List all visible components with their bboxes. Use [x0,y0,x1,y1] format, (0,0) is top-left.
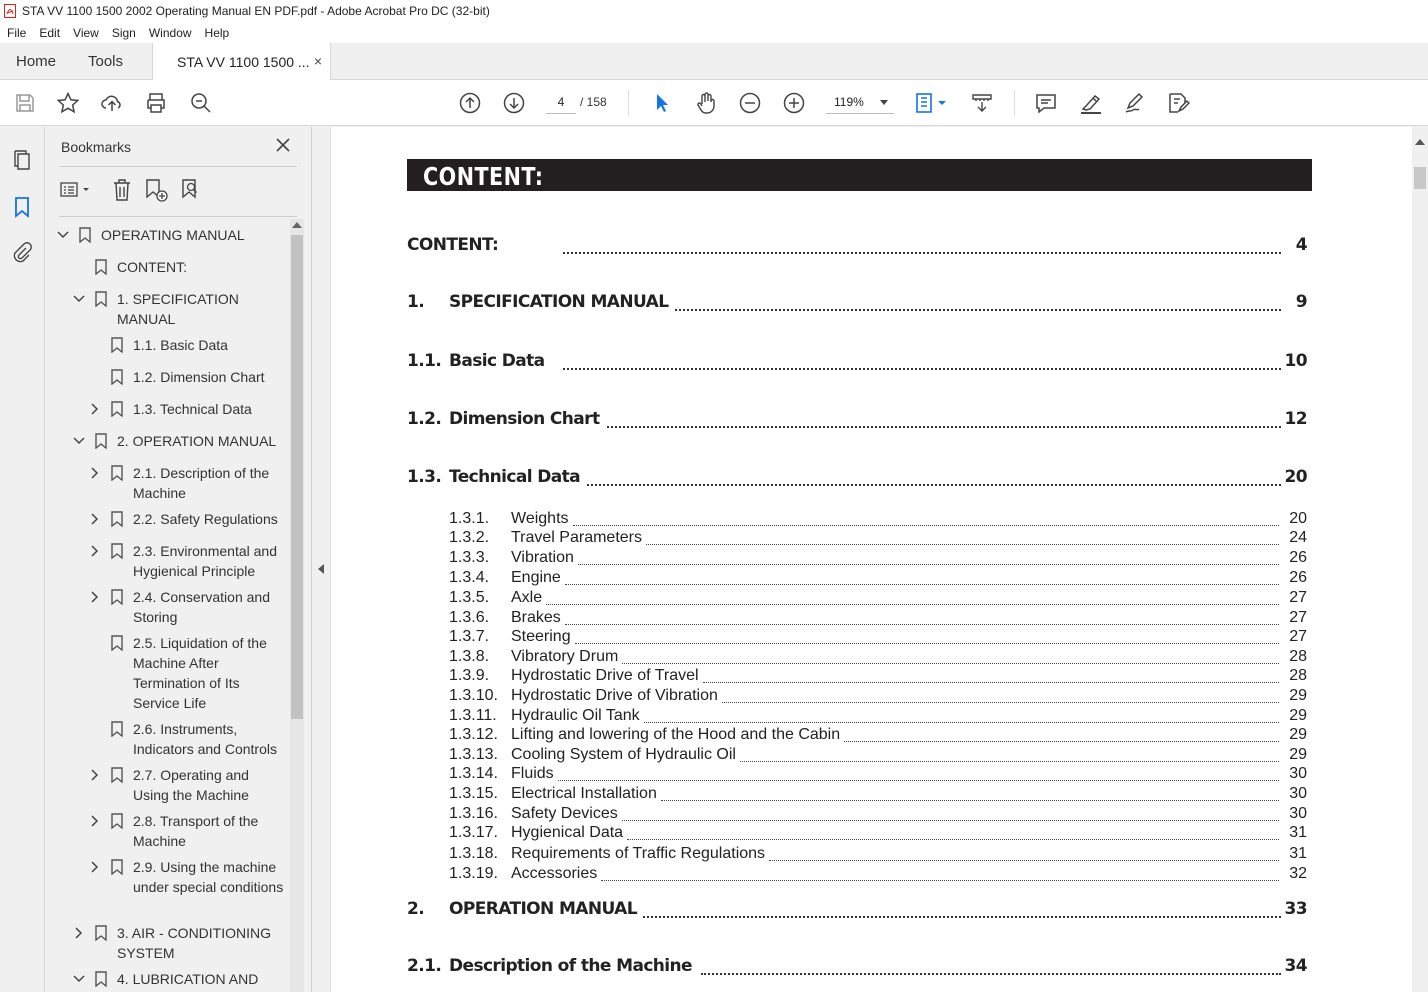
toc-number: 2.1. [407,956,442,976]
toc-title: Vibratory Drum [511,648,621,666]
toc-row[interactable] [407,845,1307,865]
document-view[interactable] [330,127,1412,992]
chevron-right-icon[interactable] [73,923,85,943]
bookmark-label: 4. LUBRICATION AND [117,971,259,987]
toc-number: 1.3.8. [449,648,490,665]
chevron-down-icon[interactable] [57,225,69,245]
bookmark-flag-icon [111,859,123,875]
star-icon[interactable] [56,91,80,115]
toc-title: Electrical Installation [511,785,660,803]
chevron-right-icon[interactable] [89,765,101,785]
toc-row[interactable] [407,569,1307,589]
toc-title: Hygienical Data [511,824,626,842]
bookmarks-icon[interactable] [10,195,34,219]
chevron-down-icon[interactable] [73,969,85,989]
toc-title: Engine [511,569,564,587]
toc-leader-dots [740,760,1279,762]
toc-row[interactable] [407,549,1307,569]
toc-number: 1.3.17. [449,824,498,841]
comment-icon[interactable] [1034,91,1058,115]
toc-number: 1.3.15. [449,785,498,802]
toc-page-number: 29 [1285,726,1307,744]
toc-page-number: 30 [1285,765,1307,783]
divider [59,166,297,167]
toc-page-number: 28 [1285,667,1307,685]
page-down-icon[interactable] [502,91,526,115]
new-bookmark-icon[interactable] [143,177,169,203]
bookmark-item[interactable] [45,633,290,711]
toc-leader-dots [565,623,1279,625]
bookmark-flag-icon [111,589,123,605]
toc-row[interactable] [407,609,1307,629]
toc-leader-dots [601,879,1279,881]
toc-title: Cooling System of Hydraulic Oil [511,746,739,764]
scrollbar-thumb[interactable] [291,235,303,719]
bookmark-label: 1.3. Technical Data [133,401,252,417]
page-fit-icon[interactable] [914,91,948,115]
select-arrow-icon[interactable] [650,91,674,115]
collapse-panel-icon[interactable] [318,564,324,574]
toc-leader-dots [644,721,1279,723]
save-icon[interactable] [13,91,37,115]
chevron-down-icon[interactable] [73,289,85,309]
bookmark-item[interactable] [45,969,290,992]
bookmark-label: 3. AIR - CONDITIONING SYSTEM [117,925,272,961]
menu-sign[interactable]: Sign [111,25,136,40]
toc-page-number: 34 [1281,956,1307,976]
toc-title: Vibration [511,549,577,567]
toc-number: 1.3.7. [449,628,490,645]
toc-title: Lifting and lowering of the Hood and the Cabin [511,726,843,744]
menu-edit[interactable]: Edit [39,25,61,40]
page-total: / 158 [580,95,607,109]
toc-leader-dots [627,838,1279,840]
toc-number: 1.3. [407,467,442,487]
toc-row[interactable] [407,589,1307,609]
toc-leader-dots [675,309,1281,311]
toc-row[interactable] [407,824,1307,844]
toc-page-number: 4 [1292,235,1307,255]
chevron-right-icon[interactable] [89,857,101,877]
toc-number: 1.3.11. [449,707,497,724]
window-title: STA VV 1100 1500 2002 Operating Manual EN PDF.pdf - Adobe Acrobat Pro DC (32-bit) [22,4,490,18]
chevron-right-icon[interactable] [89,587,101,607]
toc-title: Description of the Machine [449,956,692,976]
bookmark-flag-icon [95,925,107,941]
bookmark-flag-icon [111,511,123,527]
toc-row[interactable] [407,726,1307,746]
bookmark-flag-icon [95,259,107,275]
bookmark-flag-icon [111,813,123,829]
toc-leader-dots [646,543,1279,545]
toc-leader-dots [701,973,1281,975]
toc-leader-dots [546,603,1279,605]
bookmark-label: 2.6. Instruments, Indicators and Controls [133,721,277,757]
bookmark-label: 2.9. Using the machine under special conditions [133,859,284,895]
toc-leader-dots [575,642,1279,644]
toc-page-number: 26 [1285,549,1307,567]
bookmark-item[interactable] [45,923,290,969]
chevron-down-icon [880,100,888,105]
toc-title: Weights [511,510,572,528]
toc-title: OPERATION MANUAL [449,899,637,919]
content-heading-bar [407,159,1312,191]
toc-page-number: 29 [1285,707,1307,725]
toc-title: Dimension Chart [449,409,600,429]
bookmark-item[interactable] [45,719,290,765]
zoom-search-icon[interactable] [189,91,213,115]
toc-title: Steering [511,628,574,646]
menu-bar [0,22,1428,43]
toc-page-number: 27 [1285,609,1307,627]
toc-page-number: 30 [1285,805,1307,823]
scroll-up-icon[interactable] [1415,139,1425,145]
toc-number: 1.3.1. [449,510,490,527]
toc-title: Basic Data [449,351,545,371]
toc-number: 1.3.9. [449,667,490,684]
toc-row[interactable] [407,805,1307,825]
toc-title: Fluids [511,765,557,783]
toc-leader-dots [844,740,1279,742]
toc-title: Requirements of Traffic Regulations [511,845,768,863]
zoom-out-icon[interactable] [738,91,762,115]
toc-number: CONTENT: [407,235,499,255]
toc-row[interactable] [407,409,1307,433]
toc-leader-dots [769,859,1279,861]
chevron-right-icon[interactable] [89,399,101,419]
upload-icon[interactable] [100,91,124,115]
bookmark-flag-icon [95,433,107,449]
toc-page-number: 28 [1285,648,1307,666]
toolbar-divider [1014,90,1015,116]
tab-bar [0,43,1428,80]
toc-row[interactable] [407,628,1307,648]
scroll-mode-icon[interactable] [970,91,994,115]
page-up-icon[interactable] [458,91,482,115]
toc-page-number: 27 [1285,589,1307,607]
toc-page-number: 29 [1285,746,1307,764]
toc-leader-dots [622,662,1279,664]
toc-number: 2. [407,899,425,919]
toc-number: 1.3.2. [449,529,490,546]
pdf-page [331,127,1412,992]
toc-number: 1.2. [407,409,442,429]
page-number-input[interactable]: 4 [546,90,576,114]
menu-file[interactable]: File [7,25,27,40]
page-thumbnails-icon[interactable] [10,148,34,172]
toc-page-number: 24 [1285,529,1307,547]
sign-icon[interactable] [1123,91,1147,115]
toc-row[interactable] [407,899,1307,923]
content-heading: CONTENT: [423,162,544,191]
toc-row[interactable] [407,687,1307,707]
chevron-right-icon[interactable] [89,541,101,561]
close-icon[interactable] [275,137,291,153]
toc-title: Safety Devices [511,805,621,823]
toc-page-number: 31 [1285,824,1307,842]
toolbar [0,80,1428,126]
toc-row[interactable] [407,235,1307,259]
toc-leader-dots [622,819,1279,821]
toc-leader-dots [563,252,1281,254]
toc-number: 1.3.13. [449,746,498,763]
menu-help[interactable]: Help [204,25,230,40]
toc-leader-dots [703,681,1279,683]
toc-number: 1.3.6. [449,609,490,626]
toc-row[interactable] [407,746,1307,766]
menu-view[interactable]: View [73,25,99,40]
toc-page-number: 12 [1281,409,1307,429]
toc-number: 1.3.16. [449,805,498,822]
bookmarks-panel [45,127,312,992]
toc-row[interactable] [407,292,1307,316]
toc-page-number: 26 [1285,569,1307,587]
chevron-right-icon[interactable] [89,463,101,483]
toc-title: Hydraulic Oil Tank [511,707,643,725]
panel-splitter[interactable] [312,127,330,992]
bookmark-label: 2.3. Environmental and Hygienical Principle [133,543,277,579]
bookmark-flag-icon [111,401,123,417]
tab-close-icon[interactable]: × [313,53,322,69]
tab-document-label: STA VV 1100 1500 ... [177,54,310,70]
toc-row[interactable] [407,865,1307,885]
toc-row[interactable] [407,648,1307,668]
chevron-right-icon[interactable] [89,509,101,529]
toc-leader-dots [573,524,1280,526]
delete-bookmark-icon[interactable] [109,177,135,203]
attachments-icon[interactable] [10,241,34,265]
zoom-level-value: 119% [834,95,864,109]
bookmark-item[interactable] [45,463,290,509]
bookmark-label: OPERATING MANUAL [101,227,245,243]
bookmarks-panel-title: Bookmarks [61,139,132,155]
bookmark-item[interactable] [45,541,290,587]
tab-home[interactable]: Home [16,53,57,70]
bookmarks-scrollbar[interactable] [290,219,304,992]
toc-row[interactable] [407,351,1307,375]
toc-leader-dots [607,426,1281,428]
bookmark-item[interactable] [45,765,290,811]
toc-page-number: 30 [1285,785,1307,803]
bookmark-label: 1. SPECIFICATION MANUAL [117,291,239,327]
toc-leader-dots [661,799,1279,801]
zoom-level-select[interactable] [826,90,894,114]
toolbar-divider [628,90,629,116]
bookmark-label: 1.2. Dimension Chart [133,369,265,385]
toc-page-number: 33 [1281,899,1307,919]
toc-title: SPECIFICATION MANUAL [449,292,669,312]
bookmark-flag-icon [111,721,123,737]
bookmark-flag-icon [79,227,91,243]
bookmarks-tree [45,217,290,992]
bookmark-label: 2.7. Operating and Using the Machine [133,767,249,803]
toc-number: 1.3.14. [449,765,498,782]
bookmark-flag-icon [95,971,107,987]
toc-leader-dots [643,916,1281,918]
scroll-up-icon[interactable] [292,222,302,228]
toc-number: 1.1. [407,351,442,371]
bookmark-item[interactable] [45,811,290,857]
bookmark-item[interactable] [45,289,290,335]
bookmark-flag-icon [111,543,123,559]
bookmark-label: CONTENT: [117,259,187,275]
toc-number: 1.3.4. [449,569,490,586]
bookmark-flag-icon [111,369,123,385]
bookmark-flag-icon [111,767,123,783]
hand-icon[interactable] [694,91,718,115]
left-nav-rail [0,127,45,992]
toc-number: 1.3.18. [449,845,498,862]
bookmark-label: 2.5. Liquidation of the Machine After Termination of Its Service Life [133,635,267,711]
toc-row[interactable] [407,765,1307,785]
zoom-in-icon[interactable] [782,91,806,115]
scrollbar-thumb[interactable] [1414,167,1426,189]
fill-sign-icon[interactable] [1166,91,1190,115]
toc-leader-dots [578,563,1279,565]
find-bookmark-icon[interactable] [179,177,205,203]
toc-leader-dots [565,583,1279,585]
toc-row[interactable] [407,667,1307,687]
bookmark-label: 2. OPERATION MANUAL [117,433,277,449]
tab-document[interactable] [152,43,331,80]
toc-number: 1.3.19. [449,865,498,882]
toc-title: Axle [511,589,545,607]
toc-number: 1. [407,292,425,312]
toc-page-number: 20 [1285,510,1307,528]
bookmark-item[interactable] [45,587,290,633]
toc-page-number: 10 [1281,351,1307,371]
bookmark-item[interactable] [45,857,290,903]
bookmark-label: 1.1. Basic Data [133,337,228,353]
chevron-right-icon[interactable] [89,811,101,831]
toc-leader-dots [563,368,1281,370]
toc-page-number: 31 [1285,845,1307,863]
bookmark-label: 2.8. Transport of the Machine [133,813,259,849]
toc-leader-dots [587,484,1281,486]
toc-number: 1.3.12. [449,726,498,743]
toc-page-number: 20 [1281,467,1307,487]
toc-row[interactable] [407,956,1307,980]
toc-number: 1.3.10. [449,687,498,704]
toc-number: 1.3.3. [449,549,490,566]
bookmark-label: 2.1. Description of the Machine [133,465,270,501]
tab-tools[interactable]: Tools [88,53,124,70]
toc-row[interactable] [407,529,1307,549]
options-menu-icon[interactable] [59,177,95,203]
toc-title: Travel Parameters [511,529,645,547]
highlight-icon[interactable] [1079,91,1103,115]
toc-title: Accessories [511,865,600,883]
chevron-down-icon[interactable] [73,431,85,451]
bookmark-flag-icon [111,465,123,481]
bookmark-label: 2.2. Safety Regulations [133,511,278,527]
toc-title: Hydrostatic Drive of Vibration [511,687,721,705]
toc-row[interactable] [407,510,1307,530]
toc-title: Technical Data [449,467,581,487]
toc-page-number: 32 [1285,865,1307,883]
menu-window[interactable]: Window [148,25,192,40]
document-scrollbar[interactable] [1412,127,1428,992]
toc-number: 1.3.5. [449,589,490,606]
toc-page-number: 29 [1285,687,1307,705]
bookmark-label: 2.4. Conservation and Storing [133,589,270,625]
toc-page-number: 27 [1285,628,1307,646]
toc-leader-dots [558,779,1279,781]
bookmark-flag-icon [111,635,123,651]
toc-row[interactable] [407,467,1307,491]
toc-title: Hydrostatic Drive of Travel [511,667,702,685]
print-icon[interactable] [144,91,168,115]
toc-row[interactable] [407,785,1307,805]
toc-row[interactable] [407,707,1307,727]
bookmark-flag-icon [95,291,107,307]
title-bar [0,0,1428,22]
toc-page-number: 9 [1292,292,1307,312]
bookmark-flag-icon [111,337,123,353]
toc-leader-dots [722,701,1279,703]
acrobat-pdf-icon [4,4,16,18]
toc-title: Brakes [511,609,564,627]
